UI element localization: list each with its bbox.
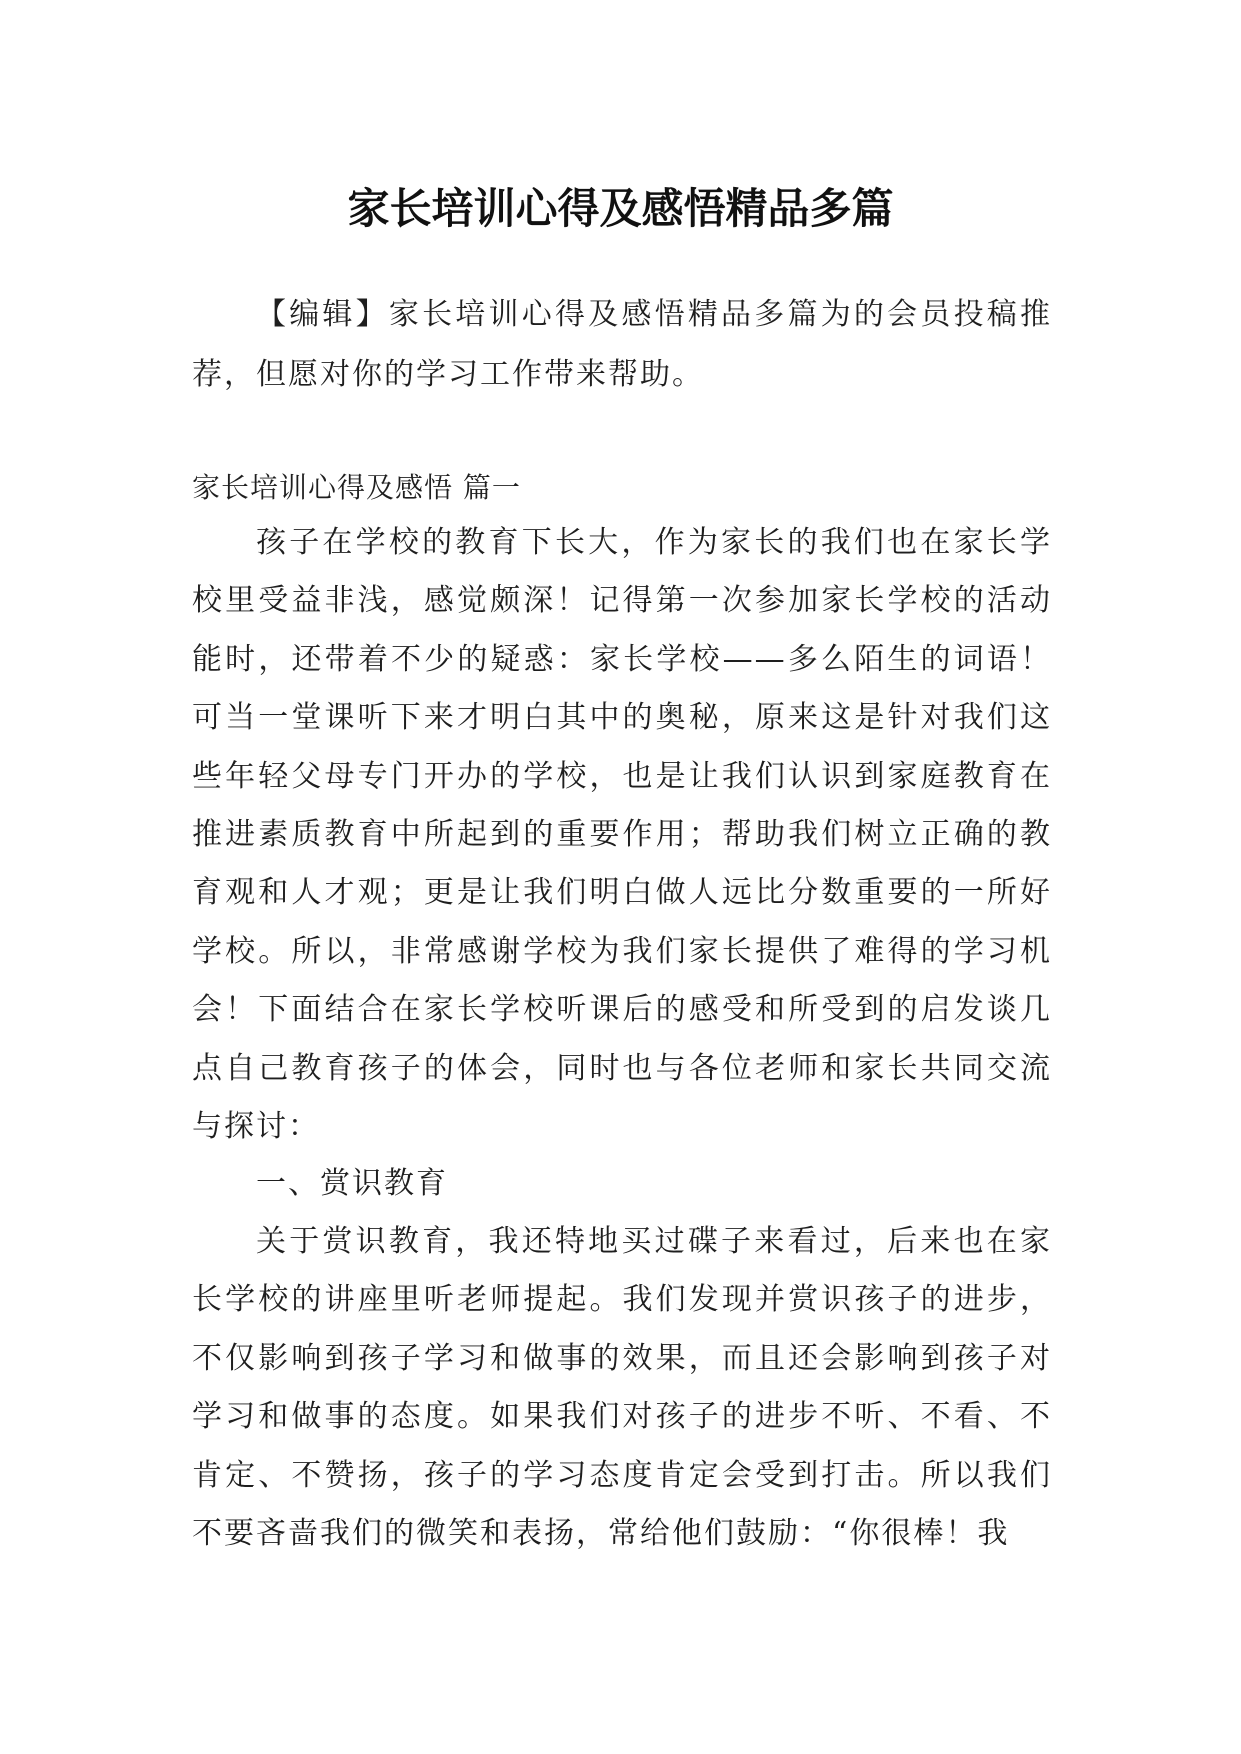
body-paragraph: 关于赏识教育，我还特地买过碟子来看过，后来也在家长学校的讲座里听老师提起。我们发现并赏识孩子的进步，不仅影响到孩子学习和做事的效果，而且还会影响到孩子对学习和做事的态度。如果我们对孩子的进步不听、不看、不肯定、不赞扬，孩子的学习态度肯定会受到打击。所以我们不要吝啬我们的微笑和表扬，常给他们鼓励：“你很棒！我 xyxy=(192,1224,1052,1552)
section-heading: 家长培训心得及感悟 篇一 xyxy=(192,471,521,504)
document-title: 家长培训心得及感悟精品多篇 xyxy=(347,184,894,234)
intro-paragraph: 【编辑】家长培训心得及感悟精品多篇为的会员投稿推荐，但愿对你的学习工作带来帮助。 xyxy=(192,297,1052,392)
body-paragraph: 孩子在学校的教育下长大，作为家长的我们也在家长学校里受益非浅，感觉颇深！记得第一次参加家长学校的活动能时，还带着不少的疑惑：家长学校——多么陌生的词语！可当一堂课听下来才明白其中的奥秘，原来这是针对我们这些年轻父母专门开办的学校，也是让我们认识到家庭教育在推进素质教育中所起到的重要作用；帮助我们树立正确的教育观和人才观；更是让我们明白做人远比分数重要的一所好学校。所以，非常感谢学校为我们家长提供了难得的学习机会！下面结合在家长学校听课后的感受和所受到的启发谈几点自己教育孩子的体会，同时也与各位老师和家长共同交流与探讨： xyxy=(192,525,1052,1145)
sub-heading: 一、赏识教育 xyxy=(256,1166,448,1201)
